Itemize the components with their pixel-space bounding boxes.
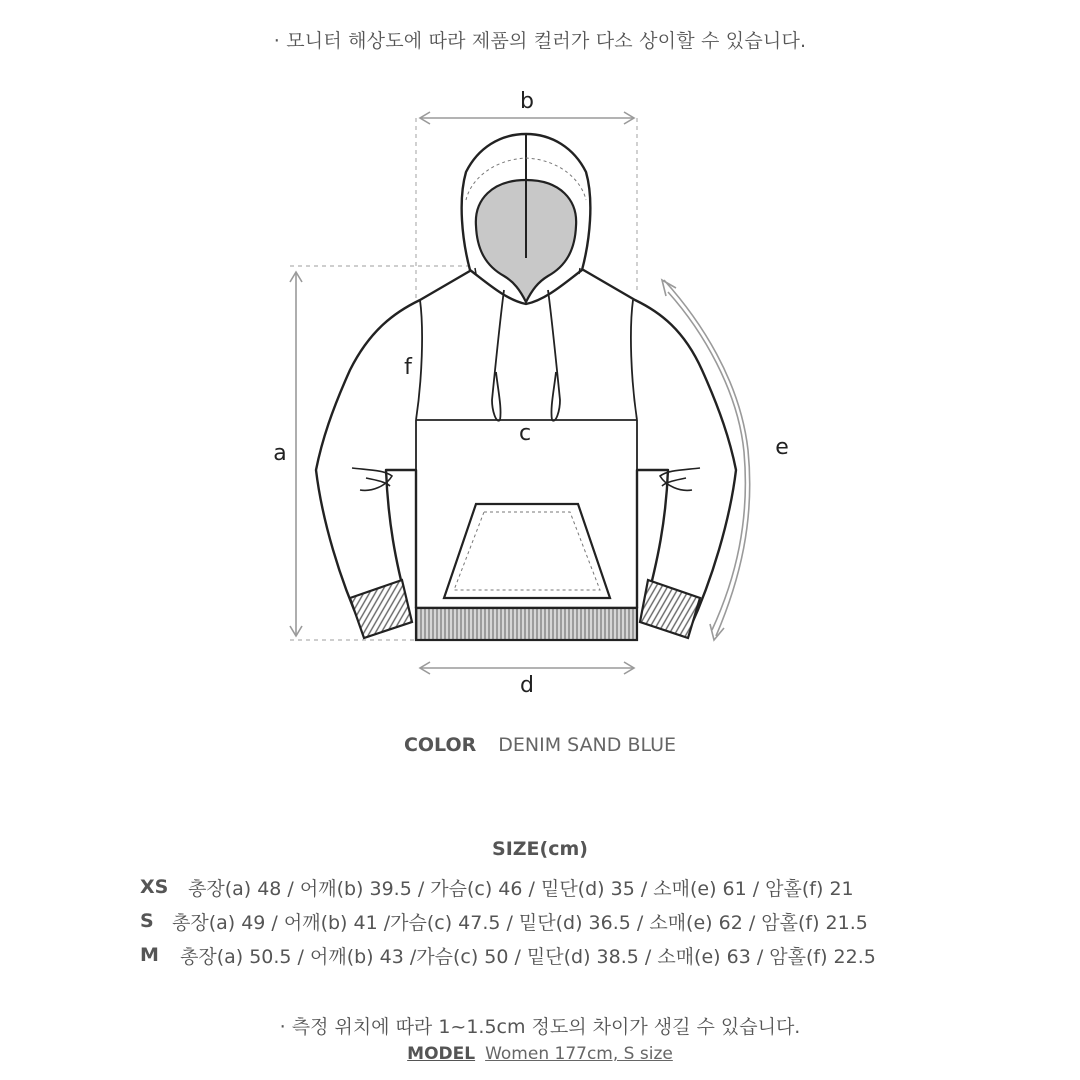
label-d: d (520, 673, 534, 698)
size-measurements: 총장(a) 48 / 어깨(b) 39.5 / 가슴(c) 46 / 밑단(d) 35 / 소매(e) 61 / 암홀(f) 21 (188, 877, 854, 900)
label-c: c (518, 421, 532, 446)
hem-rib (416, 608, 637, 640)
size-code: M (140, 944, 159, 966)
color-label: COLOR (403, 734, 477, 756)
color-value: DENIM SAND BLUE (498, 734, 677, 756)
size-row (140, 938, 1040, 972)
model-label: MODEL (407, 1044, 476, 1064)
model-info (0, 1044, 1080, 1064)
size-code: XS (140, 876, 169, 898)
size-row (140, 904, 1040, 938)
color-info (0, 734, 1080, 756)
size-title: SIZE(cm) (492, 838, 588, 860)
color-disclaimer: · 모니터 해상도에 따라 제품의 컬러가 다소 상이할 수 있습니다. (273, 30, 807, 52)
label-e: e (775, 435, 789, 460)
measurement-disclaimer: · 측정 위치에 따라 1~1.5cm 정도의 차이가 생길 수 있습니다. (279, 1016, 801, 1038)
label-b: b (520, 89, 534, 114)
size-measurements: 총장(a) 49 / 어깨(b) 41 /가슴(c) 47.5 / 밑단(d) 36.5 / 소매(e) 62 / 암홀(f) 21.5 (172, 911, 868, 934)
size-code: S (140, 910, 154, 932)
size-row (140, 870, 1040, 904)
size-table (140, 870, 1040, 972)
size-measurements: 총장(a) 50.5 / 어깨(b) 43 /가슴(c) 50 / 밑단(d) 38.5 / 소매(e) 63 / 암홀(f) 22.5 (180, 945, 876, 968)
label-f: f (404, 355, 412, 380)
model-value: Women 177cm, S size (485, 1044, 673, 1064)
label-a: a (273, 441, 287, 466)
hoodie-measurement-diagram (0, 70, 1080, 710)
